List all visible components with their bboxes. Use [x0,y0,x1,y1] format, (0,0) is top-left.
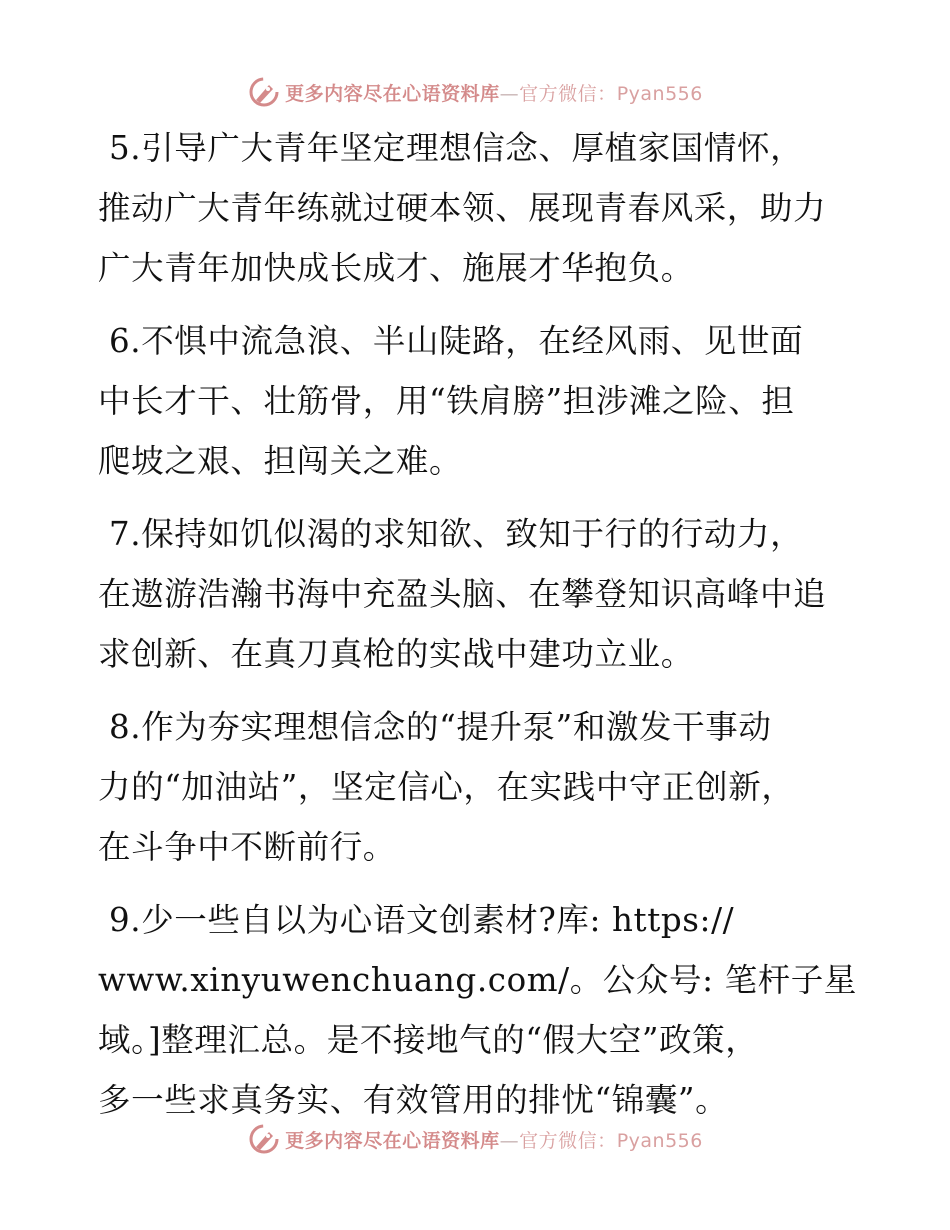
watermark-account: Pyan556 [616,1129,703,1152]
paragraph-line: 7.保持如饥似渴的求知欲、致知于行的行动力， [109,515,804,553]
footer-watermark [0,1119,950,1159]
paragraph-line: 在斗争中不断前行。 [98,828,396,866]
watermark-label [285,79,703,106]
paragraph-line: 5.引导广大青年坚定理想信念、厚植家国情怀， [109,129,804,167]
paragraph-line: 8.作为夯实理想信念的“提升泵”和激发干事动 [109,708,772,746]
paragraph-7 [98,504,868,684]
paragraph-line: 推动广大青年练就过硬本领、展现青春风采，助力 [98,189,827,227]
watermark-brand: 更多内容尽在心语资料库 [285,82,500,105]
paragraph-line: 9.少一些自以为心语文创素材?库: https:// [109,901,735,939]
paragraph-line: 在遨游浩瀚书海中充盈头脑、在攀登知识高峰中追 [98,575,827,613]
paragraph-line: 中长才干、壮筋骨，用“铁肩膀”担涉滩之险、担 [98,382,795,420]
paragraph-line: 力的“加油站”，坚定信心，在实践中守正创新， [98,768,795,806]
paragraph-line: 多一些求真务实、有效管用的排忧“锦囊”。 [98,1081,729,1119]
paragraph-line: 域。]整理汇总。是不接地气的“假大空”政策， [98,1021,759,1059]
paragraph-line: 广大青年加快成长成才、施展才华抱负。 [98,249,694,287]
paragraph-line: 求创新、在真刀真枪的实战中建功立业。 [98,635,694,673]
pen-nib-logo-icon [247,75,281,109]
paragraph-line: www.xinyuwenchuang.com/。公众号: 笔杆子星 [98,961,857,999]
pen-nib-logo-icon [247,1122,281,1156]
watermark-account: Pyan556 [616,82,703,105]
paragraph-line: 爬坡之艰、担闯关之难。 [98,442,463,480]
paragraph-8 [98,697,868,877]
paragraph-5 [98,118,868,298]
paragraph-9 [98,890,868,1130]
paragraph-line: 6.不惧中流急浪、半山陡路，在经风雨、见世面 [109,322,804,360]
watermark-separator: — [499,1129,520,1152]
watermark-wechat: 官方微信： [519,82,617,105]
document-body [98,118,868,1143]
watermark-separator: — [499,82,520,105]
header-watermark [0,72,950,112]
watermark-brand: 更多内容尽在心语资料库 [285,1129,500,1152]
paragraph-6 [98,311,868,491]
watermark-wechat: 官方微信： [519,1129,617,1152]
watermark-label [285,1126,703,1153]
